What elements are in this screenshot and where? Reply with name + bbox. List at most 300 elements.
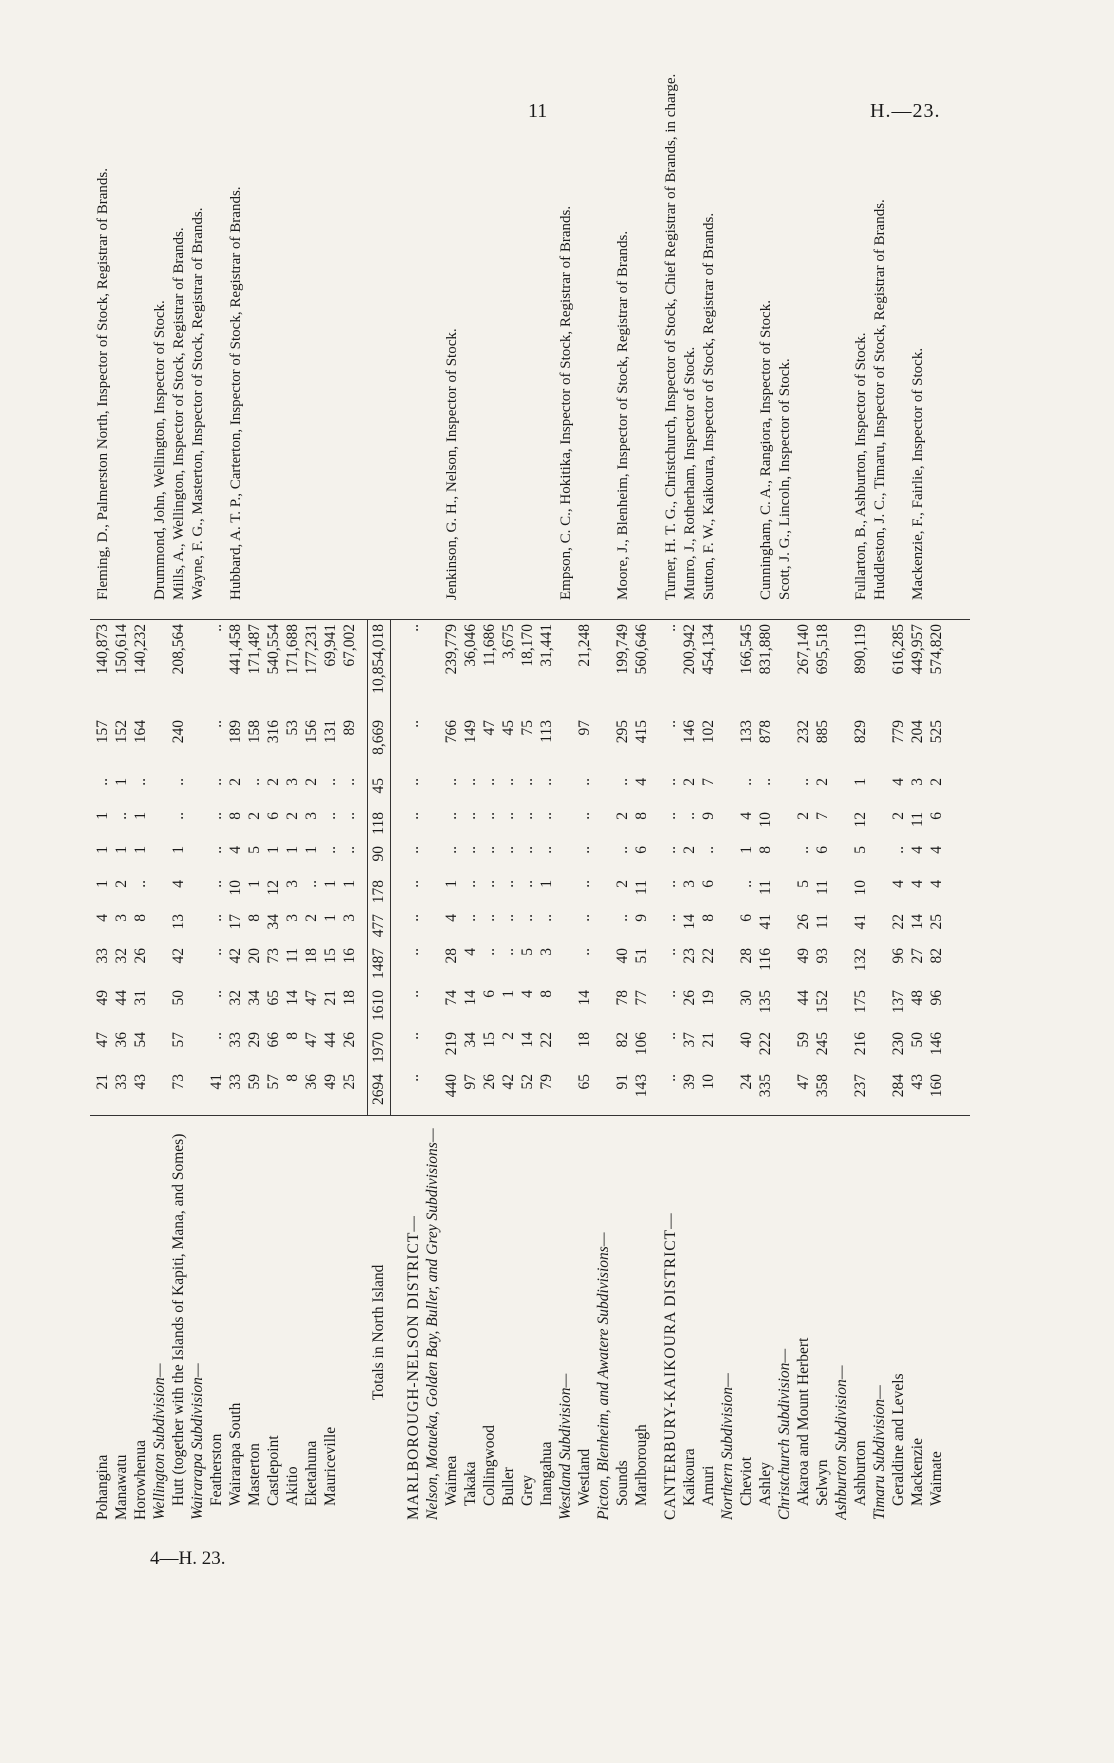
cell-col-5: 4 xyxy=(890,880,907,888)
row-label: Waimate xyxy=(928,1451,945,1506)
cell-col-0: 97 xyxy=(462,1074,479,1090)
cell-col-9: 232 xyxy=(795,720,812,744)
inspector-entry: Wayne, F. G., Masterton, Inspector of Stock, Registrar of Brands. xyxy=(190,207,206,600)
cell-col-4: 25 xyxy=(928,914,945,930)
cell-col-9: 146 xyxy=(681,720,698,744)
cell-col-5: .. xyxy=(519,880,536,888)
cell-col-3: 42 xyxy=(227,948,244,964)
cell-col-5: 6 xyxy=(700,880,717,888)
cell-col-10: 67,002 xyxy=(341,624,358,667)
cell-col-1: 222 xyxy=(757,1032,774,1056)
cell-col-7: 2 xyxy=(284,812,301,820)
cell-col-5: 4 xyxy=(909,880,926,888)
cell-col-2: 32 xyxy=(227,990,244,1006)
table-row xyxy=(132,160,150,1520)
cell-col-6: 6 xyxy=(633,846,650,854)
cell-col-8: 2 xyxy=(928,778,945,786)
cell-col-5: .. xyxy=(405,880,422,888)
cell-col-5: 10 xyxy=(227,880,244,896)
row-label: Horowhenua xyxy=(132,1439,149,1520)
cell-col-1: 26 xyxy=(341,1032,358,1048)
cell-col-6: 2 xyxy=(681,846,698,854)
cell-col-7: .. xyxy=(113,812,130,820)
cell-col-5: 11 xyxy=(757,880,774,895)
cell-col-6: .. xyxy=(462,846,479,854)
cell-col-9: 885 xyxy=(814,720,831,744)
cell-col-7: .. xyxy=(538,812,555,820)
cell-col-1: 44 xyxy=(322,1032,339,1048)
row-label: Castlepoint xyxy=(265,1435,282,1506)
cell-col-6: 4 xyxy=(227,846,244,854)
cell-col-9: 415 xyxy=(633,720,650,744)
cell-col-1: 47 xyxy=(303,1032,320,1048)
cell-col-8: .. xyxy=(662,778,679,786)
row-label: Northern Subdivision— xyxy=(719,1373,736,1520)
cell-col-1: 36 xyxy=(113,1032,130,1048)
cell-col-8: .. xyxy=(170,778,187,786)
cell-col-2: 78 xyxy=(614,990,631,1006)
cell-col-0: 2694 xyxy=(370,1074,387,1105)
cell-col-6: .. xyxy=(795,846,812,854)
cell-col-9: 156 xyxy=(303,720,320,744)
cell-col-1: 33 xyxy=(227,1032,244,1048)
cell-col-4: .. xyxy=(662,914,679,922)
table-row xyxy=(462,160,480,1520)
cell-col-3: 20 xyxy=(246,948,263,964)
table-row xyxy=(303,160,321,1520)
cell-col-10: 150,614 xyxy=(113,624,130,675)
cell-col-0: 24 xyxy=(738,1074,755,1090)
cell-col-7: 9 xyxy=(700,812,717,820)
cell-col-5: 1 xyxy=(341,880,358,888)
cell-col-8: .. xyxy=(519,778,536,786)
cell-col-4: 41 xyxy=(852,914,869,930)
cell-col-2: 31 xyxy=(132,990,149,1006)
cell-col-4: .. xyxy=(576,914,593,922)
cell-col-2: 30 xyxy=(738,990,755,1006)
cell-col-3: 16 xyxy=(341,948,358,964)
cell-col-4: 477 xyxy=(370,914,387,938)
page-reference: H.—23. xyxy=(870,100,941,122)
cell-col-5: 12 xyxy=(265,880,282,896)
cell-col-6: 8 xyxy=(757,846,774,854)
page-number: 11 xyxy=(528,100,548,122)
cell-col-9: 204 xyxy=(909,720,926,744)
cell-col-4: .. xyxy=(500,914,517,922)
cell-col-0: 25 xyxy=(341,1074,358,1090)
cell-col-10: 69,941 xyxy=(322,624,339,667)
cell-col-5: .. xyxy=(303,880,320,888)
table-row xyxy=(443,160,461,1520)
cell-col-10: 200,942 xyxy=(681,624,698,675)
cell-col-1: 14 xyxy=(519,1032,536,1048)
cell-col-9: 131 xyxy=(322,720,339,744)
cell-col-3: 49 xyxy=(795,948,812,964)
cell-col-8: .. xyxy=(614,778,631,786)
cell-col-4: 3 xyxy=(113,914,130,922)
cell-col-0: 52 xyxy=(519,1074,536,1090)
cell-col-1: 57 xyxy=(170,1032,187,1048)
inspector-entry: Jenkinson, G. H., Nelson, Inspector of Stock. xyxy=(444,328,460,600)
cell-col-5: 4 xyxy=(170,880,187,888)
cell-col-2: 18 xyxy=(341,990,358,1006)
cell-col-4: 8 xyxy=(132,914,149,922)
cell-col-10: .. xyxy=(208,624,225,632)
cell-col-0: .. xyxy=(405,1074,422,1082)
cell-col-5: 4 xyxy=(928,880,945,888)
cell-col-3: 42 xyxy=(170,948,187,964)
row-label: Wellington Subdivision— xyxy=(151,1363,168,1520)
cell-col-3: 15 xyxy=(322,948,339,964)
cell-col-2: .. xyxy=(662,990,679,998)
cell-col-3: 22 xyxy=(700,948,717,964)
row-label: Amuri xyxy=(700,1465,717,1506)
cell-col-3: 116 xyxy=(757,948,774,971)
cell-col-8: .. xyxy=(246,778,263,786)
cell-col-5: 11 xyxy=(814,880,831,895)
cell-col-10: 831,880 xyxy=(757,624,774,675)
cell-col-8: 2 xyxy=(265,778,282,786)
cell-col-5: 3 xyxy=(681,880,698,888)
row-label: Grey xyxy=(519,1475,536,1506)
row-label: Akitio xyxy=(284,1466,301,1506)
cell-col-8: .. xyxy=(94,778,111,786)
cell-col-8: 1 xyxy=(113,778,130,786)
cell-col-0: 26 xyxy=(481,1074,498,1090)
cell-col-0: 79 xyxy=(538,1074,555,1090)
row-label: Inangahua xyxy=(538,1441,555,1506)
row-label: Picton, Blenheim, and Awatere Subdivisions— xyxy=(595,1232,612,1520)
cell-col-8: .. xyxy=(443,778,460,786)
cell-col-9: 53 xyxy=(284,720,301,736)
table-row xyxy=(776,160,794,1520)
cell-col-2: 44 xyxy=(795,990,812,1006)
cell-col-0: 49 xyxy=(322,1074,339,1090)
cell-col-8: 2 xyxy=(303,778,320,786)
cell-col-6: .. xyxy=(443,846,460,854)
cell-col-7: 10 xyxy=(757,812,774,828)
cell-col-3: .. xyxy=(208,948,225,956)
cell-col-0: 73 xyxy=(170,1074,187,1090)
cell-col-10: 441,458 xyxy=(227,624,244,675)
row-label: Takaka xyxy=(462,1461,479,1506)
cell-col-2: 65 xyxy=(265,990,282,1006)
district-header-row xyxy=(662,73,680,1520)
table-row xyxy=(189,160,207,1520)
cell-col-5: .. xyxy=(500,880,517,888)
cell-col-9: 295 xyxy=(614,720,631,744)
cell-col-6: .. xyxy=(341,846,358,854)
table-row xyxy=(614,160,632,1520)
row-label: Ashley xyxy=(757,1462,774,1506)
cell-col-0: 335 xyxy=(757,1074,774,1098)
row-label: Pohangina xyxy=(94,1454,111,1520)
cell-col-6: 1 xyxy=(170,846,187,854)
page-footer: 4—H. 23. xyxy=(150,1548,226,1569)
cell-col-1: .. xyxy=(662,1032,679,1040)
cell-col-4: 17 xyxy=(227,914,244,930)
cell-col-2: 50 xyxy=(170,990,187,1006)
cell-col-7: 11 xyxy=(909,812,926,827)
cell-col-8: .. xyxy=(576,778,593,786)
cell-col-0: 59 xyxy=(246,1074,263,1090)
cell-col-3: 23 xyxy=(681,948,698,964)
cell-col-6: 1 xyxy=(265,846,282,854)
cell-col-8: .. xyxy=(322,778,339,786)
row-label: Waimea xyxy=(443,1455,460,1506)
cell-col-1: 29 xyxy=(246,1032,263,1048)
cell-col-9: 240 xyxy=(170,720,187,744)
cell-col-7: 12 xyxy=(852,812,869,828)
cell-col-6: 5 xyxy=(852,846,869,854)
inspector-entry: Turner, H. T. G., Christchurch, Inspector of Stock, Chief Registrar of Brands, in charge. xyxy=(663,73,679,600)
cell-col-7: .. xyxy=(681,812,698,820)
cell-col-0: 65 xyxy=(576,1074,593,1090)
cell-col-1: 219 xyxy=(443,1032,460,1056)
cell-col-4: 11 xyxy=(814,914,831,929)
cell-col-4: 2 xyxy=(303,914,320,922)
table-row xyxy=(322,160,340,1520)
cell-col-10: 574,820 xyxy=(928,624,945,675)
cell-col-5: 1 xyxy=(322,880,339,888)
cell-col-0: 8 xyxy=(284,1074,301,1082)
cell-col-10: .. xyxy=(405,624,422,632)
cell-col-7: .. xyxy=(341,812,358,820)
table-row xyxy=(151,160,169,1520)
cell-col-0: .. xyxy=(662,1074,679,1082)
cell-col-8: 2 xyxy=(681,778,698,786)
cell-col-3: .. xyxy=(405,948,422,956)
cell-col-1: 15 xyxy=(481,1032,498,1048)
cell-col-6: 1 xyxy=(113,846,130,854)
cell-col-2: 14 xyxy=(284,990,301,1006)
table-row xyxy=(208,160,226,1520)
inspector-entry: Moore, J., Blenheim, Inspector of Stock, Registrar of Brands. xyxy=(615,230,631,600)
row-label: Timaru Subdivision— xyxy=(871,1385,888,1520)
cell-col-9: 75 xyxy=(519,720,536,736)
cell-col-8: 1 xyxy=(852,778,869,786)
cell-col-5: 1 xyxy=(443,880,460,888)
cell-col-5: 2 xyxy=(614,880,631,888)
totals-rule xyxy=(367,620,368,1116)
cell-col-6: .. xyxy=(614,846,631,854)
cell-col-6: .. xyxy=(700,846,717,854)
cell-col-7: .. xyxy=(519,812,536,820)
cell-col-5: 178 xyxy=(370,880,387,904)
cell-col-2: 44 xyxy=(113,990,130,1006)
cell-col-6: 1 xyxy=(132,846,149,854)
cell-col-10: 177,231 xyxy=(303,624,320,675)
cell-col-1: 18 xyxy=(576,1032,593,1048)
cell-col-10: 31,441 xyxy=(538,624,555,667)
inspector-entry: Mills, A., Wellington, Inspector of Stock, Registrar of Brands. xyxy=(171,227,187,600)
cell-col-7: 7 xyxy=(814,812,831,820)
cell-col-9: .. xyxy=(662,720,679,728)
cell-col-10: 171,688 xyxy=(284,624,301,675)
cell-col-4: .. xyxy=(614,914,631,922)
table-row xyxy=(890,160,908,1520)
cell-col-4: 26 xyxy=(795,914,812,930)
cell-col-3: 11 xyxy=(284,948,301,963)
cell-col-3: 27 xyxy=(909,948,926,964)
cell-col-10: 36,046 xyxy=(462,624,479,667)
row-label: Ashburton xyxy=(852,1440,869,1506)
row-label: Masterton xyxy=(246,1443,263,1506)
cell-col-4: 6 xyxy=(738,914,755,922)
cell-col-0: 358 xyxy=(814,1074,831,1098)
cell-col-2: 96 xyxy=(928,990,945,1006)
cell-col-2: 137 xyxy=(890,990,907,1014)
cell-col-2: 19 xyxy=(700,990,717,1006)
row-label: Totals in North Island xyxy=(370,1264,387,1400)
cell-col-7: .. xyxy=(662,812,679,820)
cell-col-10: 695,518 xyxy=(814,624,831,675)
cell-col-2: 14 xyxy=(462,990,479,1006)
cell-col-7: 118 xyxy=(370,812,387,835)
row-label: CANTERBURY-KAIKOURA DISTRICT— xyxy=(662,1212,679,1520)
cell-col-3: 73 xyxy=(265,948,282,964)
inspector-entry: Sutton, F. W., Kaikoura, Inspector of Stock, Registrar of Brands. xyxy=(701,212,717,600)
cell-col-4: .. xyxy=(208,914,225,922)
cell-col-7: 4 xyxy=(738,812,755,820)
table-row xyxy=(246,160,264,1520)
table-row xyxy=(284,160,302,1520)
cell-col-4: 41 xyxy=(757,914,774,930)
cell-col-6: .. xyxy=(519,846,536,854)
cell-col-9: 157 xyxy=(94,720,111,744)
cell-col-0: 36 xyxy=(303,1074,320,1090)
cell-col-10: 208,564 xyxy=(170,624,187,675)
cell-col-3: 18 xyxy=(303,948,320,964)
cell-col-1: 82 xyxy=(614,1032,631,1048)
cell-col-3: 82 xyxy=(928,948,945,964)
cell-col-0: 41 xyxy=(208,1074,225,1090)
cell-col-10: 21,248 xyxy=(576,624,593,667)
table-row xyxy=(833,160,851,1520)
cell-col-1: .. xyxy=(208,1032,225,1040)
cell-col-1: 106 xyxy=(633,1032,650,1056)
cell-col-0: 143 xyxy=(633,1074,650,1098)
cell-col-7: .. xyxy=(481,812,498,820)
cell-col-2: .. xyxy=(405,990,422,998)
cell-col-0: 33 xyxy=(227,1074,244,1090)
cell-col-0: 43 xyxy=(132,1074,149,1090)
cell-col-9: .. xyxy=(208,720,225,728)
row-label: Cheviot xyxy=(738,1456,755,1506)
cell-col-5: .. xyxy=(576,880,593,888)
table-row xyxy=(424,160,442,1520)
cell-col-10: 171,487 xyxy=(246,624,263,675)
cell-col-5: .. xyxy=(662,880,679,888)
row-label: Hutt (together with the Islands of Kapiti, Mana, and Somes) xyxy=(170,1133,187,1506)
cell-col-4: .. xyxy=(538,914,555,922)
cell-col-2: 26 xyxy=(681,990,698,1006)
cell-col-0: 237 xyxy=(852,1074,869,1098)
row-label: Akaroa and Mount Herbert xyxy=(795,1337,812,1506)
inspector-entry: Drummond, John, Wellington, Inspector of Stock. xyxy=(152,300,168,600)
cell-col-8: .. xyxy=(500,778,517,786)
cell-col-1: 34 xyxy=(462,1032,479,1048)
cell-col-6: 90 xyxy=(370,846,387,862)
cell-col-5: 1 xyxy=(538,880,555,888)
cell-col-0: 57 xyxy=(265,1074,282,1090)
cell-col-4: 22 xyxy=(890,914,907,930)
row-label: Wairarapa Subdivision— xyxy=(189,1363,206,1520)
cell-col-4: .. xyxy=(405,914,422,922)
cell-col-2: 77 xyxy=(633,990,650,1006)
cell-col-6: 4 xyxy=(928,846,945,854)
cell-col-1: 21 xyxy=(700,1032,717,1048)
cell-col-8: 2 xyxy=(227,778,244,786)
row-label: Selwyn xyxy=(814,1459,831,1506)
cell-col-6: .. xyxy=(322,846,339,854)
cell-col-9: 113 xyxy=(538,720,555,743)
cell-col-1: 146 xyxy=(928,1032,945,1056)
cell-col-4: 9 xyxy=(633,914,650,922)
row-label: MARLBOROUGH-NELSON DISTRICT— xyxy=(405,1215,422,1520)
cell-col-7: .. xyxy=(405,812,422,820)
cell-col-1: 59 xyxy=(795,1032,812,1048)
cell-col-3: 5 xyxy=(519,948,536,956)
cell-col-7: 2 xyxy=(614,812,631,820)
cell-col-9: 525 xyxy=(928,720,945,744)
table-row xyxy=(481,160,499,1520)
cell-col-10: 140,873 xyxy=(94,624,111,675)
row-label: Westland xyxy=(576,1448,593,1506)
cell-col-4: 8 xyxy=(246,914,263,922)
cell-col-2: 1610 xyxy=(370,990,387,1021)
row-label: Geraldine and Levels xyxy=(890,1373,907,1506)
cell-col-3: .. xyxy=(662,948,679,956)
cell-col-4: 13 xyxy=(170,914,187,930)
cell-col-7: 6 xyxy=(265,812,282,820)
cell-col-8: 4 xyxy=(633,778,650,786)
table-row xyxy=(814,160,832,1520)
row-label: Featherston xyxy=(208,1433,225,1506)
cell-col-8: 3 xyxy=(284,778,301,786)
table-row xyxy=(928,160,946,1520)
cell-col-1: 1970 xyxy=(370,1032,387,1063)
cell-col-5: .. xyxy=(738,880,755,888)
cell-col-9: 47 xyxy=(481,720,498,736)
cell-col-0: 47 xyxy=(795,1074,812,1090)
table-row xyxy=(795,160,813,1520)
cell-col-9: 779 xyxy=(890,720,907,744)
cell-col-9: 97 xyxy=(576,720,593,736)
cell-col-4: 4 xyxy=(443,914,460,922)
cell-col-4: 34 xyxy=(265,914,282,930)
cell-col-0: 21 xyxy=(94,1074,111,1090)
cell-col-7: 2 xyxy=(890,812,907,820)
table-row xyxy=(576,160,594,1520)
cell-col-4: 3 xyxy=(284,914,301,922)
cell-col-7: .. xyxy=(170,812,187,820)
cell-col-1: .. xyxy=(405,1032,422,1040)
cell-col-9: 878 xyxy=(757,720,774,744)
cell-col-2: 14 xyxy=(576,990,593,1006)
cell-col-6: .. xyxy=(208,846,225,854)
inspector-entry: Empson, C. C., Hokitika, Inspector of Stock, Registrar of Brands. xyxy=(558,205,574,600)
cell-col-9: 45 xyxy=(500,720,517,736)
cell-col-1: 8 xyxy=(284,1032,301,1040)
cell-col-9: 189 xyxy=(227,720,244,744)
cell-col-4: .. xyxy=(462,914,479,922)
cell-col-4: 14 xyxy=(909,914,926,930)
cell-col-1: 245 xyxy=(814,1032,831,1056)
cell-col-0: 284 xyxy=(890,1074,907,1098)
row-label: Nelson, Motueka, Golden Bay, Buller, and Grey Subdivisions— xyxy=(424,1128,441,1520)
cell-col-6: .. xyxy=(576,846,593,854)
